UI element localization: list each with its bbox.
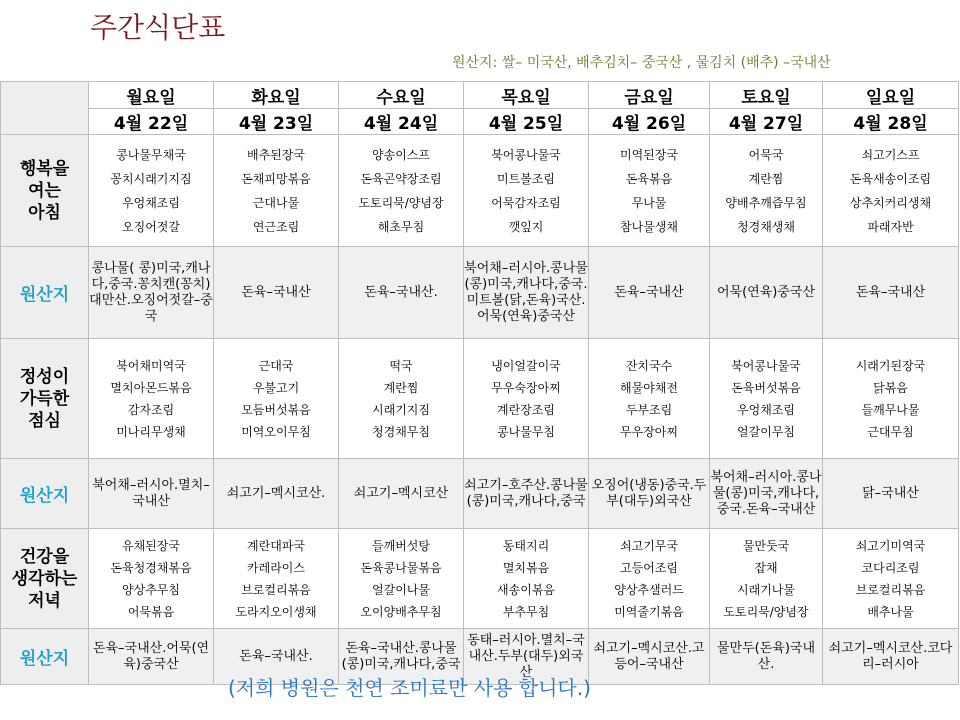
dish-item: 어묵국 bbox=[748, 147, 784, 162]
dish-cell bbox=[823, 135, 959, 247]
dish-item: 돈육곤약장조림 bbox=[360, 171, 442, 186]
dish-item: 도라지오이생채 bbox=[235, 604, 317, 619]
dish-item: 시래기나물 bbox=[737, 582, 795, 597]
origin-cell bbox=[589, 629, 710, 685]
dish-item: 근대국 bbox=[258, 358, 294, 373]
dish-item: 무우장아찌 bbox=[620, 424, 678, 439]
dish-item: 미역줄기볶음 bbox=[614, 604, 684, 619]
origin-text: 닭–국내산 bbox=[862, 485, 919, 501]
origin-text: 어묵(연육)중국산 bbox=[716, 284, 816, 300]
day-header: 일요일 bbox=[823, 82, 959, 109]
dish-item: 들깨버섯탕 bbox=[372, 538, 430, 553]
origin-cell bbox=[710, 247, 823, 339]
dish-item: 미나리무생채 bbox=[116, 424, 186, 439]
origin-text: 북어채–러시아.멸치–국내산 bbox=[92, 477, 210, 509]
origin-text: 돈육–국내산.어묵(연육)중국산 bbox=[92, 640, 210, 672]
dish-item: 계란대파국 bbox=[247, 538, 305, 553]
dish-item: 도토리묵/양념장 bbox=[723, 604, 809, 619]
origin-cell bbox=[89, 247, 214, 339]
dish-cell bbox=[464, 135, 589, 247]
origin-text: 쇠고기–멕시코산.코다리–러시아 bbox=[828, 640, 953, 672]
dish-item: 양상추샐러드 bbox=[614, 582, 684, 597]
dish-item: 코다리조림 bbox=[861, 560, 920, 575]
meal-row bbox=[1, 339, 959, 459]
origin-text: 북어채–러시아.콩나물(콩)미국,캐나다,중국.돈육–국내산 bbox=[710, 469, 822, 517]
dish-item: 떡국 bbox=[389, 358, 413, 373]
origin-cell bbox=[464, 459, 589, 529]
dish-item: 쇠고기무국 bbox=[620, 538, 678, 553]
dish-item: 양상추무침 bbox=[122, 582, 180, 597]
dish-item: 청경채무침 bbox=[372, 424, 430, 439]
dish-item: 양배추깨즙무침 bbox=[725, 195, 807, 210]
dish-cell bbox=[710, 339, 823, 459]
day-header: 토요일 bbox=[710, 82, 823, 109]
meal-label bbox=[1, 135, 89, 247]
origin-text: 쇠고기–멕시코산 bbox=[353, 485, 449, 501]
origin-row bbox=[1, 247, 959, 339]
dish-item: 닭볶음 bbox=[873, 380, 908, 395]
day-header: 수요일 bbox=[339, 82, 464, 109]
dish-cell bbox=[214, 339, 339, 459]
dish-item: 우불고기 bbox=[252, 380, 300, 395]
dish-item: 들깨무나물 bbox=[861, 402, 920, 417]
dish-item: 콩나물무침 bbox=[497, 424, 555, 439]
dish-item: 해물야채전 bbox=[620, 380, 678, 395]
dish-item: 브로컬리볶음 bbox=[241, 582, 311, 597]
dish-item: 물만둣국 bbox=[742, 538, 790, 553]
origin-cell bbox=[710, 459, 823, 529]
origin-cell bbox=[589, 247, 710, 339]
origin-label: 원산지 bbox=[1, 629, 89, 685]
dish-cell bbox=[710, 135, 823, 247]
dish-item: 상추치커리생채 bbox=[849, 195, 932, 210]
dish-item: 어묵감자조림 bbox=[491, 195, 561, 210]
dish-item: 어묵볶음 bbox=[127, 604, 175, 619]
dish-cell bbox=[464, 529, 589, 629]
origin-cell bbox=[823, 247, 959, 339]
dish-item: 오징어젓갈 bbox=[122, 219, 180, 234]
dish-item: 계란찜 bbox=[748, 171, 784, 186]
dish-cell bbox=[89, 135, 214, 247]
origin-cell bbox=[589, 459, 710, 529]
origin-text: 쇠고기–멕시코산.고등어–국내산 bbox=[593, 640, 705, 672]
meal-label-line: 정성이 bbox=[19, 366, 70, 387]
meal-label-line: 저녁 bbox=[28, 590, 61, 611]
date-header: 4월 23일 bbox=[214, 109, 339, 135]
origin-text: 돈육–국내산. bbox=[364, 284, 438, 300]
weekly-menu-table bbox=[0, 81, 959, 685]
dish-item: 멸치볶음 bbox=[502, 560, 550, 575]
dish-cell bbox=[339, 339, 464, 459]
dish-cell bbox=[823, 339, 959, 459]
notice-text: (저희 병원은 천연 조미료만 사용 합니다.) bbox=[228, 676, 591, 700]
dish-item: 배추된장국 bbox=[247, 147, 305, 162]
origin-cell bbox=[89, 459, 214, 529]
meal-label bbox=[1, 529, 89, 629]
dish-item: 동태지리 bbox=[502, 538, 550, 553]
dish-item: 우엉채조림 bbox=[737, 402, 795, 417]
day-header: 금요일 bbox=[589, 82, 710, 109]
dish-item: 근대나물 bbox=[252, 195, 300, 210]
dish-item: 잔치국수 bbox=[625, 358, 673, 373]
dish-item: 미역된장국 bbox=[620, 147, 678, 162]
origin-text: 쇠고기–멕시코산. bbox=[226, 485, 326, 501]
dish-item: 카레라이스 bbox=[247, 560, 305, 575]
origin-text: 돈육–국내산 bbox=[614, 284, 684, 300]
date-header: 4월 24일 bbox=[339, 109, 464, 135]
origin-cell bbox=[464, 247, 589, 339]
origin-text: 돈육–국내산.콩나물(콩)미국,캐나다,중국 bbox=[341, 640, 461, 672]
origin-text: 돈육–국내산 bbox=[241, 284, 311, 300]
dish-item: 계란찜 bbox=[383, 380, 419, 395]
origin-text: 콩나물( 콩)미국,캐나다,중국.꽁치캔(꽁치)대만산.오징어젓갈–중국 bbox=[89, 260, 213, 324]
origin-cell bbox=[214, 459, 339, 529]
dish-item: 양송이스프 bbox=[372, 147, 430, 162]
dish-item: 참나물생채 bbox=[620, 219, 678, 234]
dish-item: 돈육청경채볶음 bbox=[110, 560, 192, 575]
dish-item: 오이양배추무침 bbox=[360, 604, 442, 619]
meal-label-line: 가득한 bbox=[19, 388, 70, 409]
origin-text: 북어채–러시아.콩나물(콩)미국,캐나다,중국.미트볼(닭,돈육)국산.어묵(연육)중국산 bbox=[464, 260, 588, 324]
dish-item: 감자조림 bbox=[127, 402, 175, 417]
origin-cell bbox=[339, 459, 464, 529]
corner-cell bbox=[1, 82, 89, 135]
origin-text: 돈육–국내산. bbox=[239, 648, 313, 664]
day-header: 월요일 bbox=[89, 82, 214, 109]
dish-item: 연근조림 bbox=[252, 219, 300, 234]
origin-row bbox=[1, 459, 959, 529]
origin-label: 원산지 bbox=[1, 247, 89, 339]
dish-item: 우엉채조림 bbox=[122, 195, 180, 210]
dish-item: 배추나물 bbox=[867, 604, 914, 619]
dish-item: 돈채피망볶음 bbox=[241, 171, 311, 186]
meal-label-line: 점심 bbox=[28, 410, 61, 431]
origin-text: 돈육–국내산 bbox=[855, 284, 926, 300]
dish-item: 돈육볶음 bbox=[625, 171, 673, 186]
dish-cell bbox=[589, 339, 710, 459]
origin-text: 물만두(돈육)국내산. bbox=[716, 640, 816, 672]
origin-text: 오징어(냉동)중국.두부(대두)외국산 bbox=[591, 477, 707, 509]
meal-label bbox=[1, 339, 89, 459]
origin-text: 동태–러시아.멸치–국내산.두부(대두)외국산 bbox=[467, 632, 585, 680]
dish-item: 북어콩나물국 bbox=[731, 358, 801, 373]
dish-item: 계란장조림 bbox=[497, 402, 555, 417]
dish-item: 쇠고기스프 bbox=[861, 147, 920, 162]
dish-cell bbox=[89, 339, 214, 459]
origin-cell bbox=[823, 459, 959, 529]
dish-item: 얼갈이나물 bbox=[372, 582, 430, 597]
meal-label-line: 생각하는 bbox=[11, 568, 78, 589]
dish-item: 콩나물무채국 bbox=[116, 147, 186, 162]
dish-item: 쇠고기미역국 bbox=[855, 538, 926, 553]
dish-item: 북어콩나물국 bbox=[491, 147, 561, 162]
dish-cell bbox=[710, 529, 823, 629]
origin-label: 원산지 bbox=[1, 459, 89, 529]
meal-label-line: 건강을 bbox=[19, 546, 70, 567]
dish-item: 해초무침 bbox=[377, 219, 425, 234]
origin-text: 쇠고기–호주산.콩나물(콩)미국,캐나다,중국 bbox=[464, 477, 588, 509]
day-header: 화요일 bbox=[214, 82, 339, 109]
meal-row bbox=[1, 135, 959, 247]
page-title: 주간식단표 bbox=[90, 11, 226, 44]
date-header: 4월 22일 bbox=[89, 109, 214, 135]
meal-label-line: 여는 bbox=[28, 180, 61, 201]
dish-item: 유채된장국 bbox=[122, 538, 180, 553]
dish-item: 근대무침 bbox=[867, 424, 914, 439]
day-header-row bbox=[1, 82, 959, 109]
day-header: 목요일 bbox=[464, 82, 589, 109]
dish-cell bbox=[464, 339, 589, 459]
date-header: 4월 26일 bbox=[589, 109, 710, 135]
dish-item: 꽁치시래기지짐 bbox=[110, 171, 192, 186]
dish-item: 멸치아몬드볶음 bbox=[110, 380, 192, 395]
dish-item: 북어채미역국 bbox=[116, 358, 186, 373]
dish-item: 무나물 bbox=[631, 195, 667, 210]
meal-label-line: 아침 bbox=[28, 202, 61, 223]
origin-cell bbox=[339, 247, 464, 339]
dish-item: 냉이얼갈이국 bbox=[491, 358, 561, 373]
dish-item: 모듬버섯볶음 bbox=[241, 402, 311, 417]
dish-item: 고등어조림 bbox=[620, 560, 678, 575]
dish-item: 깻잎지 bbox=[508, 219, 544, 234]
meal-row bbox=[1, 529, 959, 629]
dish-item: 잡채 bbox=[754, 560, 778, 575]
meal-label-line: 행복을 bbox=[19, 158, 70, 179]
dish-cell bbox=[589, 135, 710, 247]
dish-item: 얼갈이무침 bbox=[737, 424, 795, 439]
origin-note: 원산지: 쌀– 미국산, 배추김치– 중국산 , 물김치 (배추) –국내산 bbox=[452, 55, 831, 71]
dish-cell bbox=[339, 135, 464, 247]
dish-item: 파래자반 bbox=[867, 219, 914, 234]
dish-cell bbox=[339, 529, 464, 629]
dish-item: 부추무침 bbox=[502, 604, 550, 619]
dish-cell bbox=[214, 135, 339, 247]
origin-cell bbox=[710, 629, 823, 685]
dish-item: 무우숙장아찌 bbox=[491, 380, 561, 395]
date-header: 4월 25일 bbox=[464, 109, 589, 135]
date-header: 4월 27일 bbox=[710, 109, 823, 135]
origin-cell bbox=[823, 629, 959, 685]
dish-cell bbox=[823, 529, 959, 629]
dish-item: 청경채생채 bbox=[737, 219, 795, 234]
origin-cell bbox=[214, 247, 339, 339]
origin-cell bbox=[89, 629, 214, 685]
dish-item: 도토리묵/양념장 bbox=[358, 195, 444, 210]
dish-cell bbox=[589, 529, 710, 629]
dish-item: 시래기지짐 bbox=[372, 402, 430, 417]
dish-item: 새송이볶음 bbox=[497, 582, 555, 597]
dish-item: 돈육콩나물볶음 bbox=[360, 560, 442, 575]
dish-cell bbox=[214, 529, 339, 629]
dish-item: 돈육새송이조림 bbox=[849, 171, 932, 186]
dish-item: 시래기된장국 bbox=[855, 358, 926, 373]
date-header-row bbox=[1, 109, 959, 135]
dish-item: 브로컬리볶음 bbox=[855, 582, 926, 597]
dish-item: 두부조림 bbox=[625, 402, 673, 417]
dish-item: 미트볼조림 bbox=[497, 171, 555, 186]
date-header: 4월 28일 bbox=[823, 109, 959, 135]
dish-item: 돈육버섯볶음 bbox=[731, 380, 801, 395]
dish-cell bbox=[89, 529, 214, 629]
dish-item: 미역오이무침 bbox=[241, 424, 311, 439]
